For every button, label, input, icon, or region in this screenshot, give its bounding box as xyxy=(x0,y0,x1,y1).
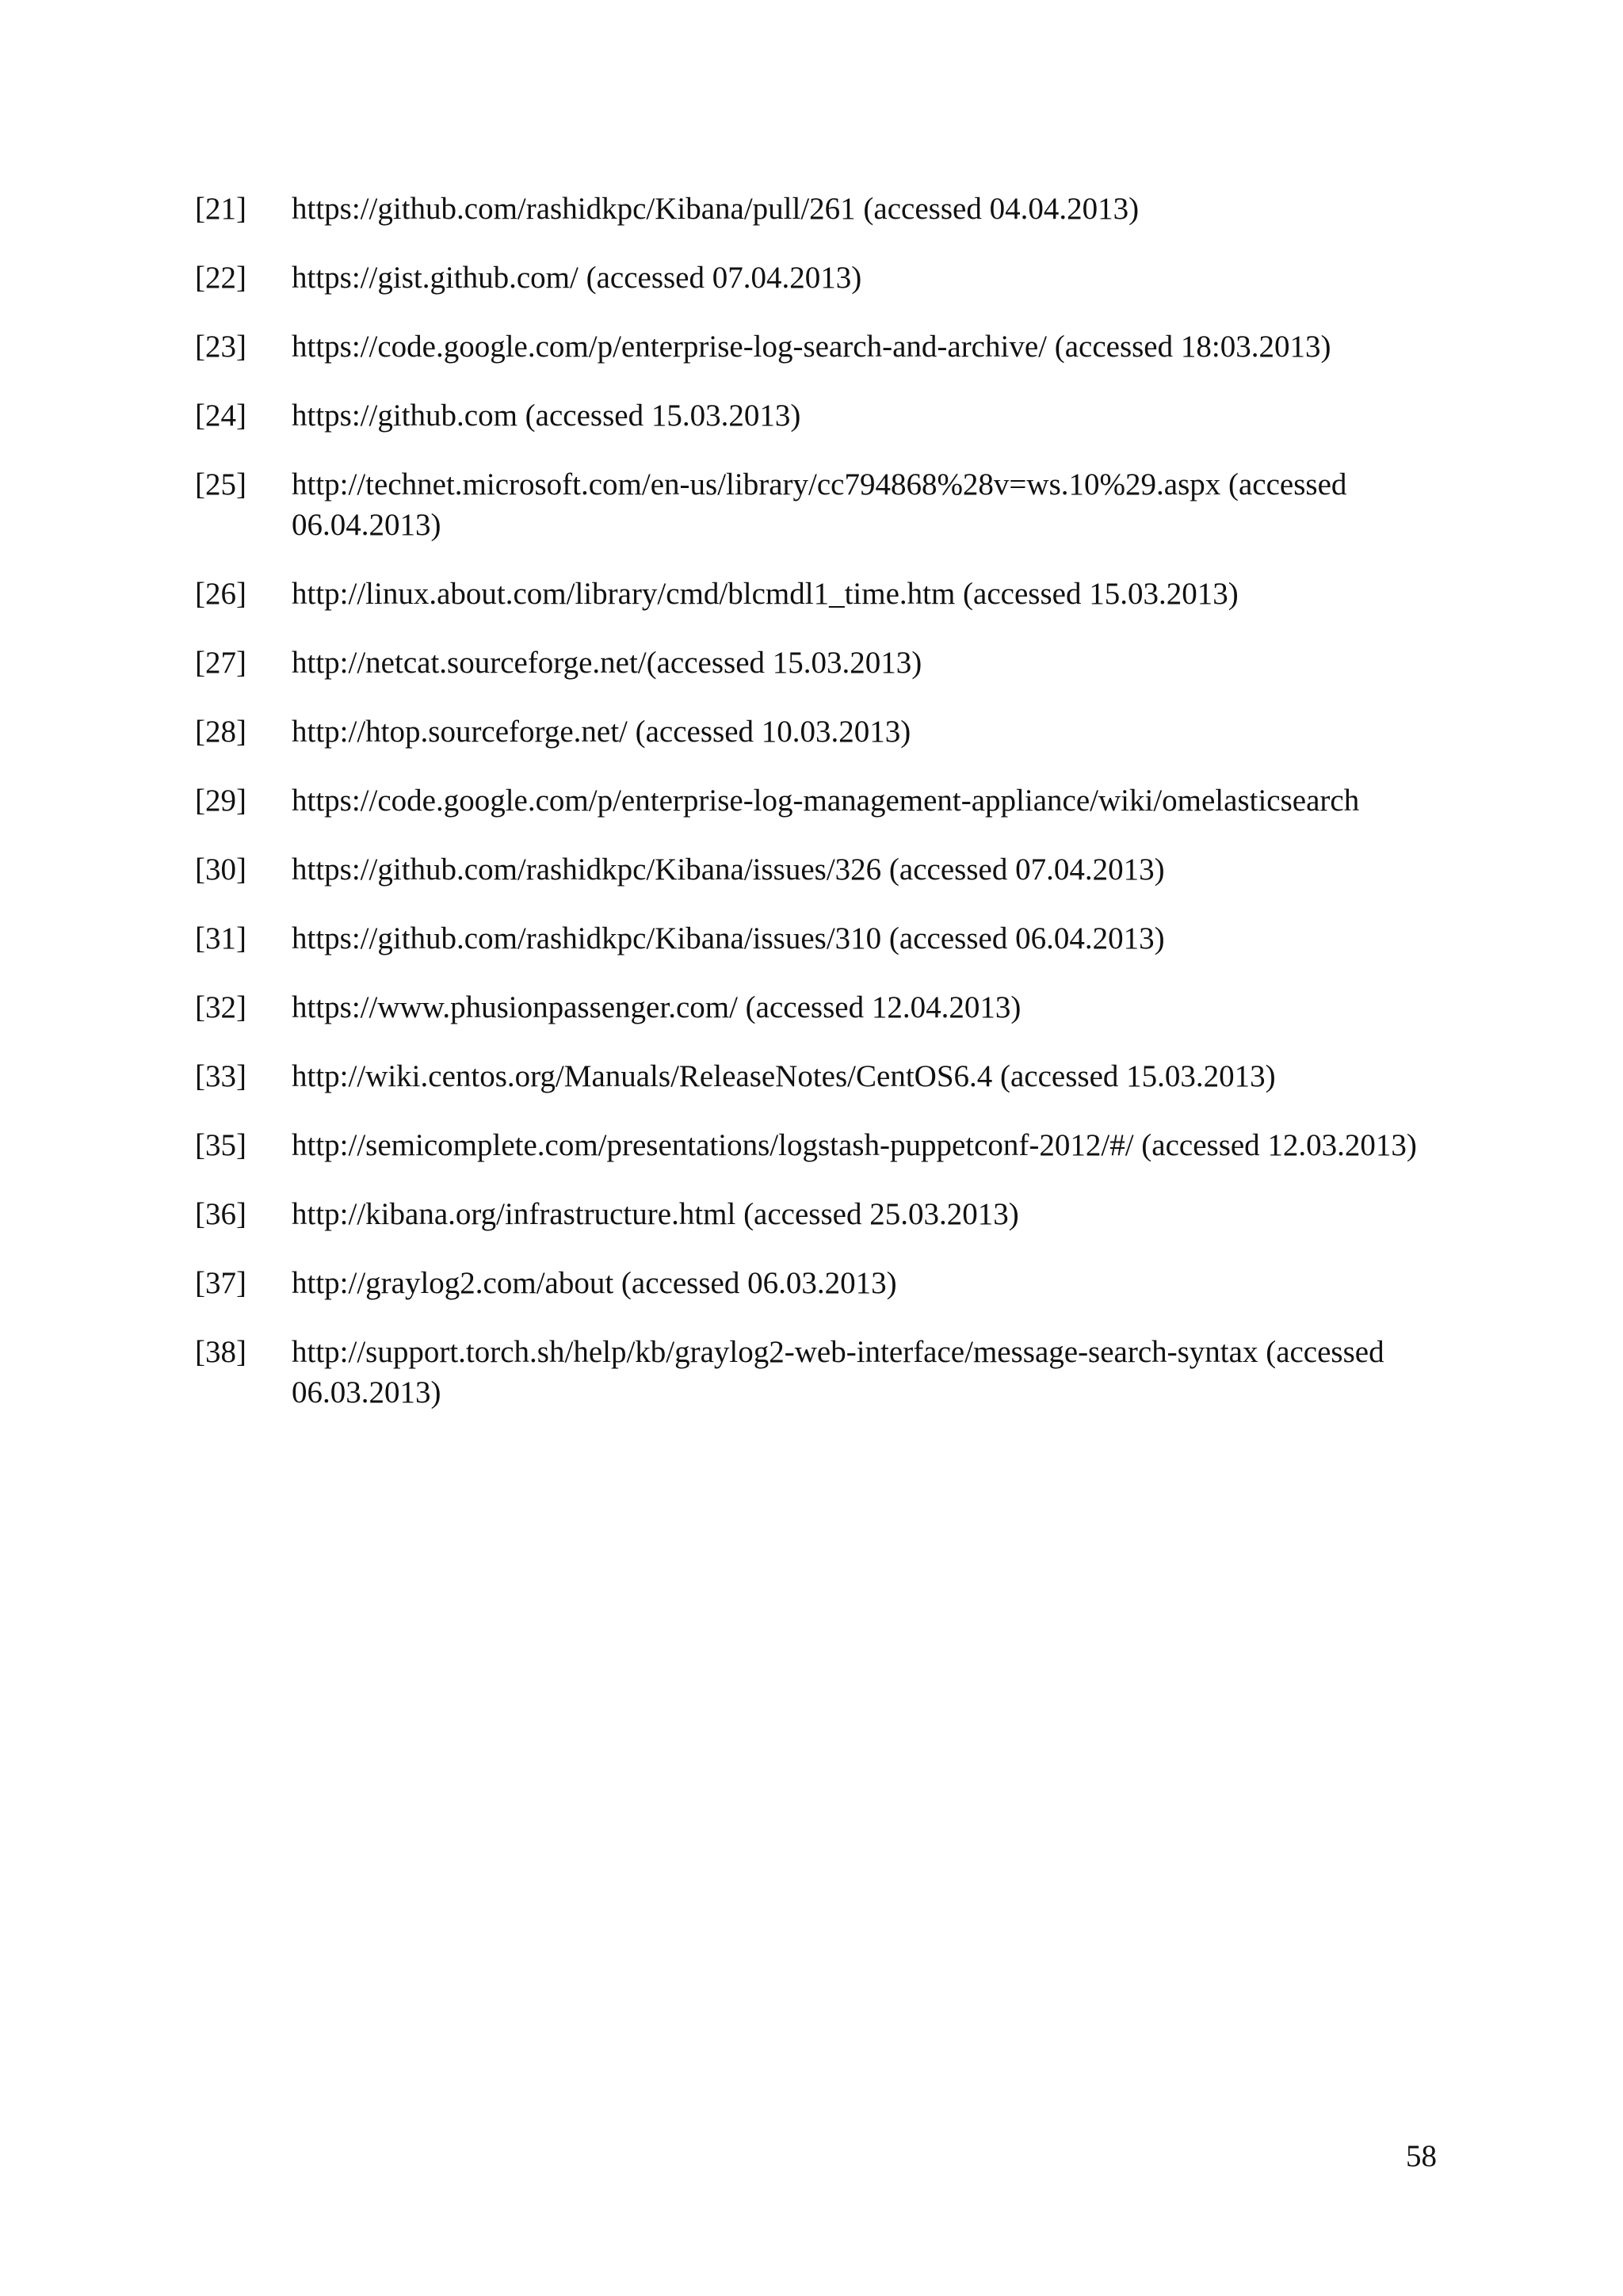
reference-text: https://code.google.com/p/enterprise-log-management-appliance/wiki/omelasticsearch xyxy=(292,784,1360,818)
reference-number: [32] xyxy=(195,990,246,1024)
reference-text: https://gist.github.com/ (accessed 07.04.2013) xyxy=(292,261,862,295)
page-number: 58 xyxy=(1406,2139,1437,2173)
reference-number: [23] xyxy=(195,330,246,364)
reference-text: http://netcat.sourceforge.net/(accessed 15.03.2013) xyxy=(292,646,922,680)
reference-number: [29] xyxy=(195,784,246,818)
reference-text: http://linux.about.com/library/cmd/blcmdl1_time.htm (accessed 15.03.2013) xyxy=(292,577,1239,611)
reference-number: [24] xyxy=(195,399,246,433)
reference-number: [25] xyxy=(195,467,246,502)
reference-text: http://htop.sourceforge.net/ (accessed 10.03.2013) xyxy=(292,715,911,749)
reference-text: https://github.com/rashidkpc/Kibana/issues/326 (accessed 07.04.2013) xyxy=(292,852,1165,887)
reference-number: [30] xyxy=(195,852,246,887)
reference-text: https://github.com/rashidkpc/Kibana/issues/310 (accessed 06.04.2013) xyxy=(292,921,1165,955)
reference-item xyxy=(195,257,1431,298)
reference-number: [22] xyxy=(195,261,246,295)
reference-item xyxy=(195,1332,1431,1413)
reference-text: http://technet.microsoft.com/en-us/library/cc794868%28v=ws.10%29.aspx (accessed 06.04.2013) xyxy=(292,467,1347,542)
reference-item xyxy=(195,1263,1431,1303)
reference-list xyxy=(195,189,1431,1441)
reference-text: http://support.torch.sh/help/kb/graylog2-web-interface/message-search-syntax (accessed 06.03.2013) xyxy=(292,1335,1384,1409)
reference-number: [21] xyxy=(195,192,246,226)
reference-item xyxy=(195,918,1431,959)
reference-item xyxy=(195,464,1431,545)
reference-item xyxy=(195,849,1431,890)
reference-text: http://semicomplete.com/presentations/logstash-puppetconf-2012/#/ (accessed 12.03.2013) xyxy=(292,1128,1417,1162)
reference-item xyxy=(195,780,1431,821)
reference-number: [28] xyxy=(195,715,246,749)
reference-number: [31] xyxy=(195,921,246,955)
reference-number: [37] xyxy=(195,1266,246,1300)
reference-number: [36] xyxy=(195,1197,246,1231)
reference-item xyxy=(195,326,1431,367)
reference-item xyxy=(195,1125,1431,1165)
reference-item xyxy=(195,987,1431,1028)
reference-item xyxy=(195,643,1431,683)
reference-item xyxy=(195,574,1431,614)
reference-number: [26] xyxy=(195,577,246,611)
reference-item xyxy=(195,711,1431,752)
reference-number: [38] xyxy=(195,1335,246,1369)
reference-number: [35] xyxy=(195,1128,246,1162)
reference-item xyxy=(195,1056,1431,1097)
reference-text: https://github.com (accessed 15.03.2013) xyxy=(292,399,801,433)
reference-number: [33] xyxy=(195,1059,246,1093)
reference-text: http://graylog2.com/about (accessed 06.03.2013) xyxy=(292,1266,897,1300)
reference-text: https://github.com/rashidkpc/Kibana/pull/261 (accessed 04.04.2013) xyxy=(292,192,1140,226)
reference-text: https://code.google.com/p/enterprise-log-search-and-archive/ (accessed 18:03.2013) xyxy=(292,330,1331,364)
reference-text: http://wiki.centos.org/Manuals/ReleaseNotes/CentOS6.4 (accessed 15.03.2013) xyxy=(292,1059,1276,1093)
reference-item xyxy=(195,395,1431,436)
reference-number: [27] xyxy=(195,646,246,680)
reference-item xyxy=(195,1194,1431,1234)
reference-text: https://www.phusionpassenger.com/ (accessed 12.04.2013) xyxy=(292,990,1022,1024)
reference-text: http://kibana.org/infrastructure.html (accessed 25.03.2013) xyxy=(292,1197,1019,1231)
reference-item xyxy=(195,189,1431,229)
